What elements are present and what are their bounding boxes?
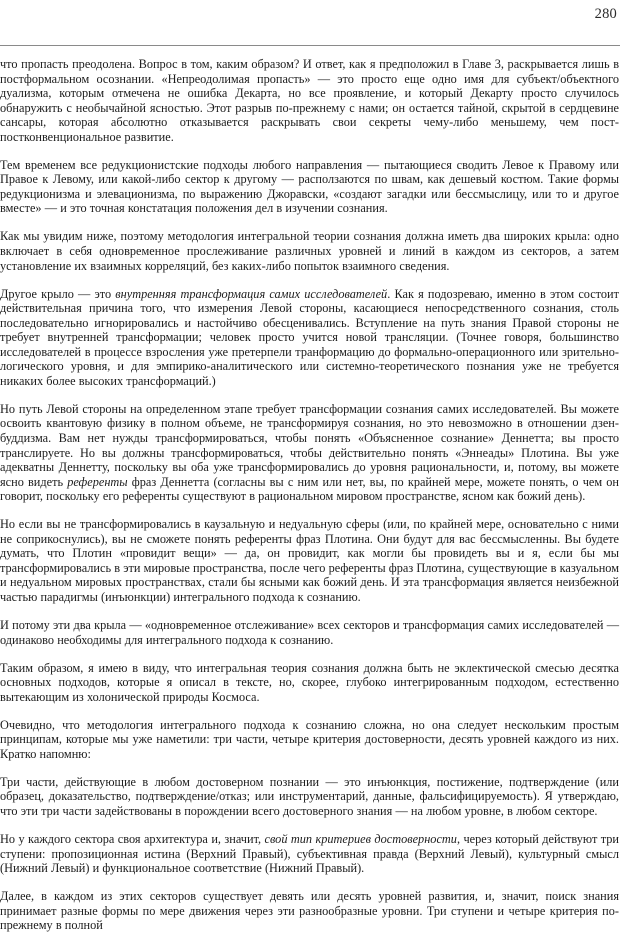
body-text: Три части, действующие в любом достоверном познании — это инъюнкция, постижение, подтверждение (или образец, доказательство, подтверждение/отказ; или инструментарий, данные, фальсифицируемость). Я утверждаю, что эти три части задействованы в порождении всего достоверного знания — на любом уровне, в любом секторе. [0,774,619,819]
emphasis-text: свой тип критериев достоверности [264,832,457,847]
body-text: фраз Деннетта (согласны вы с ним или нет, вы, по крайней мере, можете понять, о чем он говорит, поскольку его референты существуют в рациональном мировом пространстве, ясном как божий день). [0,474,619,504]
body-text: Другое крыло — это [0,286,116,301]
body-text: Но у каждого сектора своя архитектура и, значит, [0,832,265,847]
page-header [0,0,620,46]
page-body [0,46,620,933]
body-text: Но путь Левой стороны на определенном этапе требует трансформации сознания самих исследователей. Вы можете освоить квантовую физику в полном объеме, не трансформируя сознания, но это невозможно в отношении дзен-буддизма. Вам нет нужды трансформироваться, чтобы понять «Объясненное сознание» Деннетта; вы просто транслируете. Но вы должны трансформироваться, чтобы действительно понять «Эннеады» Плотина. Вы уже адекватны Деннетту, поскольку вы оба уже трансформировались до уровня рациональности, и, потому, вы можете ясно видеть [0,401,619,489]
body-text: И потому эти два крыла — «одновременное отслеживание» всех секторов и трансформация самих исследователей — одинаково необходимы для интегрального подхода к сознанию. [0,618,619,647]
body-text: Как мы увидим ниже, поэтому методология интегральной теории сознания должна иметь два широких крыла: одно включает в себя одновременное прослеживание различных уровней и линий в каждом из секторов, а затем установление их взаимных корреляций, без каких-либо попыток взаимного сведения. [0,229,619,273]
body-text: Тем временем все редукционистские подходы любого направления — пытающиеся сводить Левое к Правому или Правое к Левому, или какой-либо сектор к другому — расползаются по швам, как дешевый костюм. Такие формы редукционизма и элевационизма, по выражению Джоравски, «создают загадки или бессмыслицу, или то и другое вместе» — и это точная констатация положения дел в изучении сознания. [0,157,619,216]
paragraph [0,832,619,876]
emphasis-text: референты [67,474,128,489]
body-text: . Как я подозреваю, именно в этом состоит действительная причина того, что измерения Левой стороны, касающиеся непосредственного сознания, столь последовательно игнорировались и настойчиво обесценивались. Вступление на путь знания Правой стороны не требует внутренней трансформации; человек просто учится новой трансляции. (Точнее говоря, большинство исследователей в процессе взросления уже претерпели транформацию до формально-операционного или зрительно-логического уровня, и для эмпирико-аналитического или системно-теоретического познания уже не требуется никаких более высоких трансформаций.) [0,286,619,388]
page-number: 280 [594,6,617,22]
header-divider [0,45,620,46]
paragraph [0,517,619,604]
paragraph [0,287,619,389]
body-text: Таким образом, я имею в виду, что интегральная теория сознания должна быть не эклектической смесью десятка основных подходов, которые я описал в тексте, но, скорее, глубоко интегрированным подходом, естественно вытекающим из холонической природы Космоса. [0,660,619,704]
paragraph [0,158,619,216]
paragraph [0,229,619,273]
paragraph [0,402,619,504]
paragraph [0,57,619,144]
body-text: , через который действуют три ступени: пропозиционная истина (Верхний Правый), субъективная правда (Верхний Левый), культурный смысл (Нижний Левый) и функциональное соответствие (Нижний Правый). [0,832,619,876]
paragraph [0,618,619,647]
body-text: что пропасть преодолена. Вопрос в том, каким образом? И ответ, как я предположил в Главе 3, раскрывается лишь в постформальном осознании. «Непреодолимая пропасть» — это просто еще одно имя для субъект/объектного дуализма, которым отмечена не ошибка Декарта, но все проявление, и который Декарту просто случилось обнаружить с необычайной ясностью. Этот разрыв по-прежнему с нами; он остается тайной, скрытой в сердцевине сансары, которая абсолютно отказывается раскрывать свои секреты чему-либо меньшему, чем пост-постконвенциональное развитие. [0,57,619,144]
paragraph [0,718,619,762]
body-text: Далее, в каждом из этих секторов существует девять или десять уровней развития, и, значит, поиск знания принимает разные формы по мере движения через эти разнообразные уровни. Три ступени и четыре критерия по-прежнему в полной [0,889,619,933]
body-text: Очевидно, что методология интегрального подхода к сознанию сложна, но она следует нескольким простым принципам, которые мы уже наметили: три части, четыре критерия достоверности, десять уровней каждого из них. Кратко напомню: [0,717,619,761]
body-text: Но если вы не трансформировались в каузальную и недуальную сферы (или, по крайней мере, основательно с ними не соприкоснулись), вы не сможете понять референты фраз Плотина. Они будут для вас бессмысленны. Вы будете думать, что Плотин «провидит вещи» — да, он провидит, как могли бы провидеть вы и я, если бы мы трансформировались в эти мировые пространства, после чего референты фраз Плотина, существующие в казуальном и недуальном мировых пространствах, стали бы ясными как божий день. И эта трансформация является неизбежной частью парадигмы (инъюнкции) интегрального подхода к сознанию. [0,517,619,604]
paragraph [0,775,619,819]
paragraph [0,889,619,933]
emphasis-text: внутренняя трансформация самих исследователей [115,286,388,301]
paragraph [0,661,619,705]
